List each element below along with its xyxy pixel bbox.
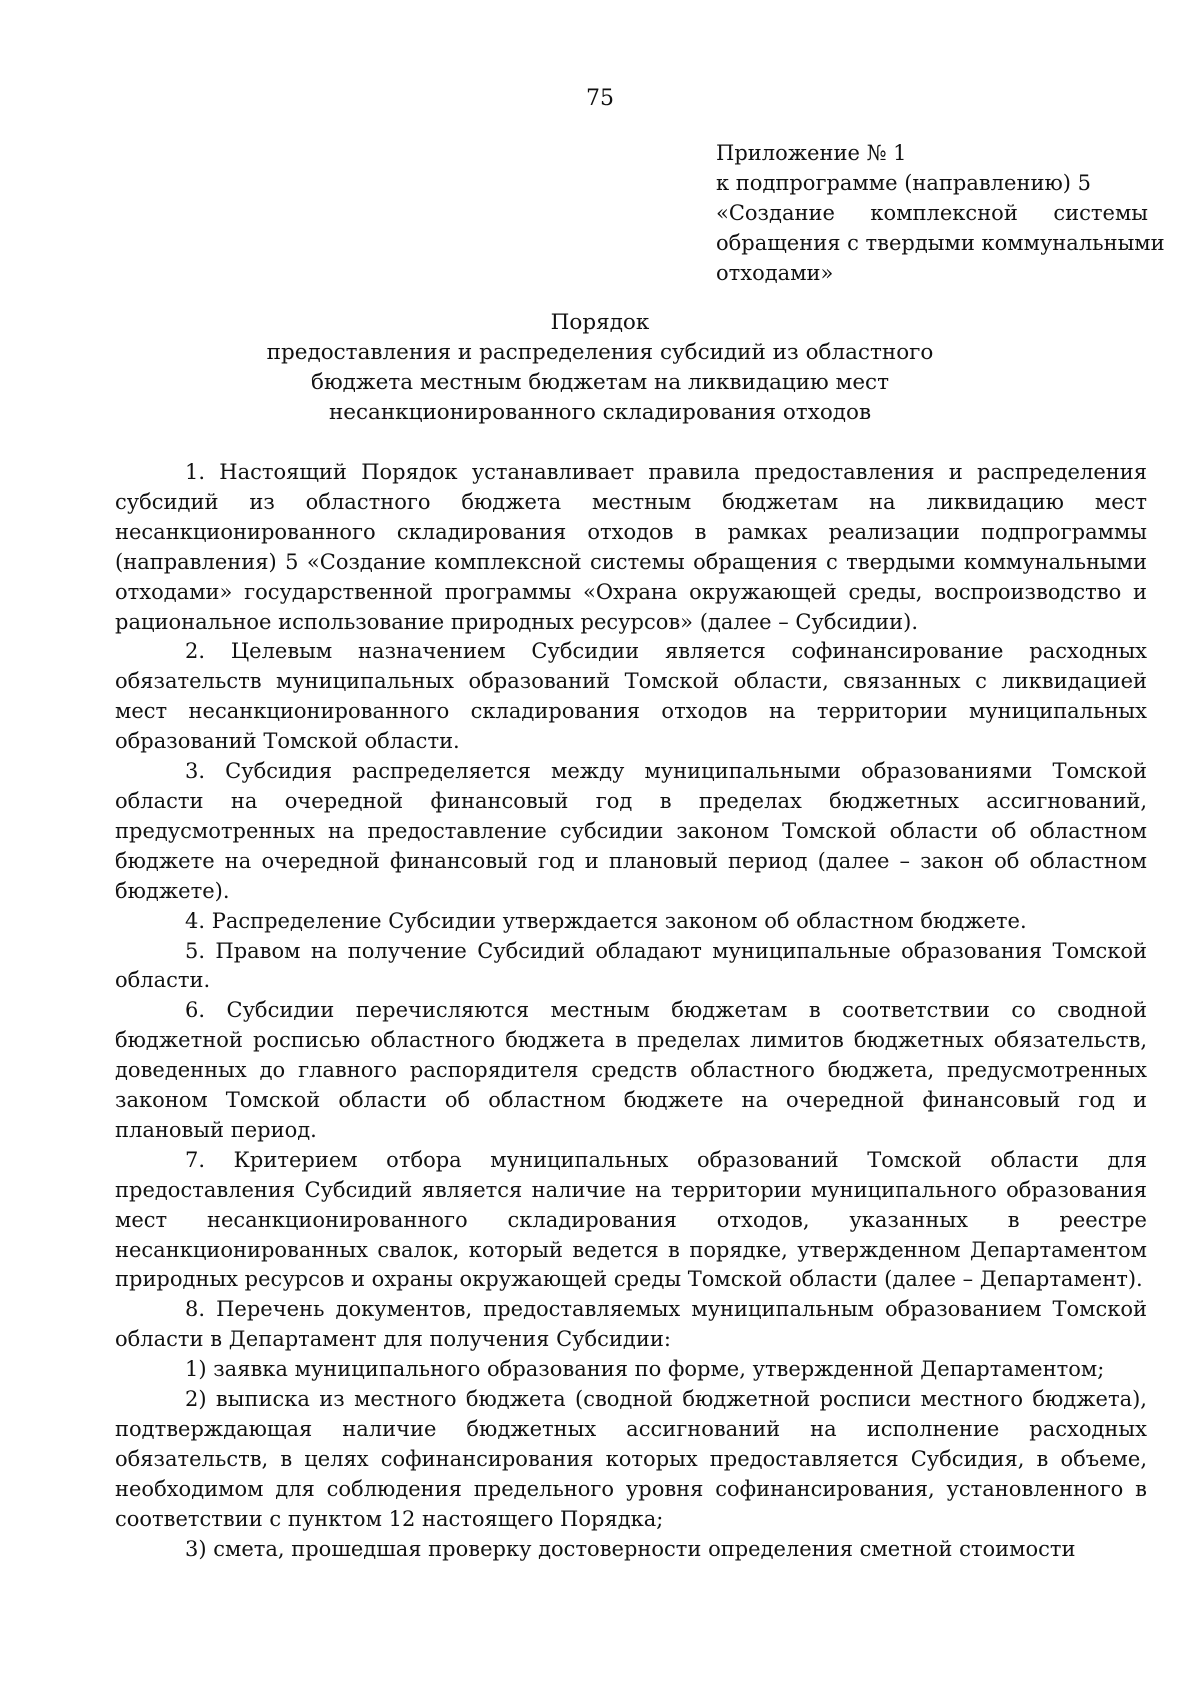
list-item: 2) выписка из местного бюджета (сводной бюджетной росписи местного бюджета), подтверждающая наличие бюджетных ассигнований на исполнение расходных обязательств, в целях софинансирования которых предоставляется Субсидия, в объеме, необходимом для соблюдения предельного уровня софинансирования, установленного в соответствии с пунктом 12 настоящего Порядка; bbox=[115, 1387, 1147, 1531]
title-line: несанкционированного складирования отходов bbox=[328, 400, 872, 425]
appendix-line: отходами» bbox=[716, 261, 834, 285]
paragraph: 5. Правом на получение Субсидий обладают муниципальные образования Томской области. bbox=[115, 938, 1147, 993]
title-line: Порядок bbox=[550, 310, 650, 335]
paragraph: 6. Субсидии перечисляются местным бюджетам в соответствии со сводной бюджетной росписью областного бюджета в пределах лимитов бюджетных обязательств, доведенных до главного распорядителя средств областного бюджета, предусмотренных законом Томской области об областном бюджете на очередной финансовый год и плановый период. bbox=[115, 998, 1147, 1142]
list-item: 3) смета, прошедшая проверку достоверности определения сметной стоимости bbox=[185, 1536, 1076, 1561]
appendix-line: к подпрограмме (направлению) 5 bbox=[716, 171, 1091, 195]
page-number: 75 bbox=[586, 86, 614, 111]
title-line: предоставления и распределения субсидий из областного bbox=[266, 340, 934, 365]
paragraph: 4. Распределение Субсидии утверждается законом об областном бюджете. bbox=[185, 908, 1027, 933]
appendix-header bbox=[716, 138, 1165, 288]
appendix-line: Приложение № 1 bbox=[716, 141, 907, 165]
title-line: бюджета местным бюджетам на ликвидацию мест bbox=[311, 370, 889, 395]
document-title bbox=[0, 308, 1200, 428]
paragraph: 2. Целевым назначением Субсидии является софинансирование расходных обязательств муниципальных образований Томской области, связанных с ликвидацией мест несанкционированного складирования отходов на территории муниципальных образований Томской области. bbox=[115, 639, 1147, 754]
paragraph: 3. Субсидия распределяется между муниципальными образованиями Томской области на очередной финансовый год в пределах бюджетных ассигнований, предусмотренных на предоставление субсидии законом Томской области об областном бюджете на очередной финансовый год и плановый период (далее – закон об областном бюджете). bbox=[115, 759, 1147, 903]
paragraph: 8. Перечень документов, предоставляемых муниципальным образованием Томской области в Департамент для получения Субсидии: bbox=[115, 1297, 1147, 1352]
paragraph: 1. Настоящий Порядок устанавливает правила предоставления и распределения субсидий из областного бюджета местным бюджетам на ликвидацию мест несанкционированного складирования отходов в рамках реализации подпрограммы (направления) 5 «Создание комплексной системы обращения с твердыми коммунальными отходами» государственной программы «Охрана окружающей среды, воспроизводство и рациональное использование природных ресурсов» (далее – Субсидии). bbox=[115, 460, 1147, 634]
appendix-line: «Создание комплексной системы bbox=[716, 201, 1148, 225]
list-item: 1) заявка муниципального образования по форме, утвержденной Департаментом; bbox=[185, 1357, 1105, 1382]
document-body bbox=[115, 458, 1147, 1565]
appendix-line: обращения с твердыми коммунальными bbox=[716, 231, 1165, 255]
paragraph: 7. Критерием отбора муниципальных образований Томской области для предоставления Субсидий является наличие на территории муниципального образования мест несанкционированного складирования отходов, указанных в реестре несанкционированных свалок, который ведется в порядке, утвержденном Департаментом природных ресурсов и охраны окружающей среды Томской области (далее – Департамент). bbox=[115, 1147, 1147, 1292]
